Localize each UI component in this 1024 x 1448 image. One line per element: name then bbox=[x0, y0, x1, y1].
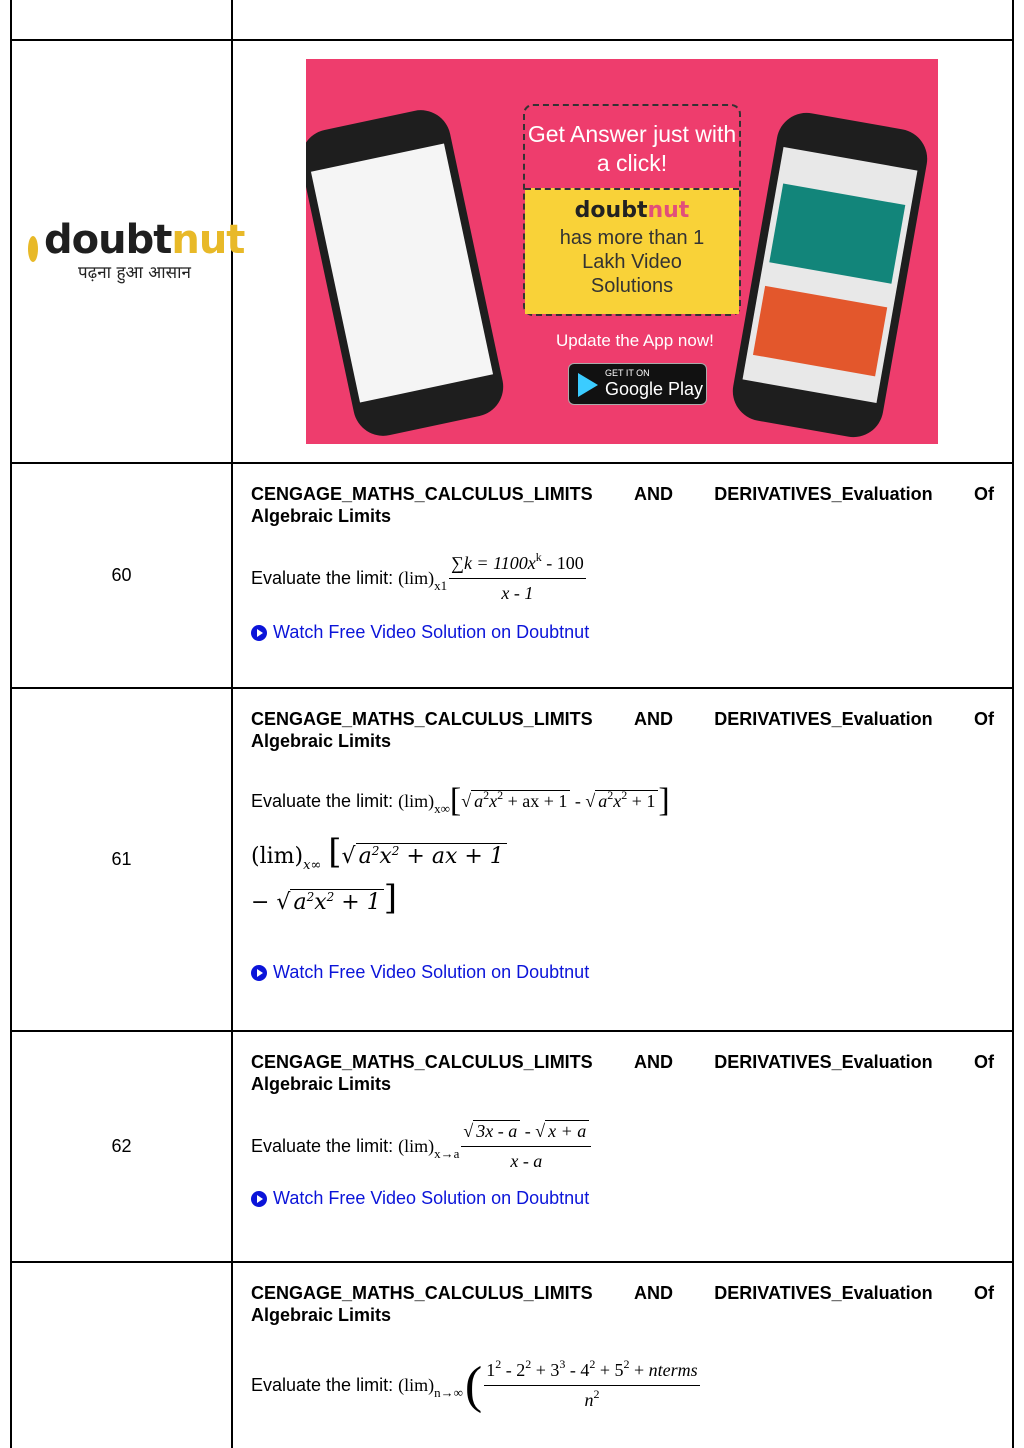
promo-pitch: has more than 1 Lakh Video Solutions bbox=[559, 227, 705, 297]
question-title: CENGAGE_MATHS_CALCULUS_LIMITS AND DERIVATIVES_Evaluation Of Algebraic Limits bbox=[251, 1052, 994, 1094]
question-number: 62 bbox=[111, 1136, 132, 1156]
row-divider bbox=[10, 1030, 1014, 1032]
question-cell bbox=[251, 1282, 994, 1414]
watch-video-link[interactable]: Watch Free Video Solution on Doubtnut bbox=[251, 622, 994, 643]
play-icon bbox=[251, 1191, 267, 1207]
logo-tagline: पढ़ना हुआ आसान bbox=[78, 263, 191, 283]
row-divider bbox=[10, 462, 1014, 464]
row-divider bbox=[10, 1261, 1014, 1263]
doubtnut-logo: doubt nut पढ़ना हुआ आसान bbox=[28, 218, 218, 283]
play-icon bbox=[251, 965, 267, 981]
question-cell bbox=[251, 1051, 994, 1209]
promo-headline: Get Answer just with a click! bbox=[527, 121, 737, 176]
question-formula-display-line2: − √ $a^2x^2 + 1$] bbox=[251, 878, 397, 918]
phone-right-image bbox=[728, 108, 932, 442]
question-cell bbox=[251, 483, 994, 643]
question-text: Evaluate the limit: $(\lim)_{n\to\infty}$ ( $1^2 - 2^2 + 3^3 - 4^2 + 5^2$ + nterms $n^2$ bbox=[251, 1356, 698, 1414]
google-play-button[interactable]: GET IT ON Google Play bbox=[568, 363, 707, 405]
row-divider bbox=[10, 687, 1014, 689]
row-divider bbox=[10, 39, 1014, 41]
question-title: CENGAGE_MATHS_CALCULUS_LIMITS AND DERIVATIVES_Evaluation Of Algebraic Limits bbox=[251, 709, 994, 751]
question-title: CENGAGE_MATHS_CALCULUS_LIMITS AND DERIVATIVES_Evaluation Of Algebraic Limits bbox=[251, 1283, 994, 1325]
play-icon bbox=[251, 625, 267, 641]
update-app-text: Update the App now! bbox=[556, 331, 714, 350]
question-formula-display: $(\lim)_{x\infty}$ [√ $a^2x^2$ + ax + 1 bbox=[251, 832, 994, 872]
question-number: 60 bbox=[111, 565, 132, 585]
phone-left-image bbox=[306, 105, 509, 442]
question-text: Evaluate the limit: $(\lim)_{x\to a}$ $\frac{√ 3x - a - √ x + a}{x - a}$ bbox=[251, 1121, 994, 1172]
question-title: CENGAGE_MATHS_CALCULUS_LIMITS AND DERIVATIVES_Evaluation Of Algebraic Limits bbox=[251, 484, 994, 526]
watch-video-link[interactable]: Watch Free Video Solution on Doubtnut bbox=[251, 1188, 994, 1209]
question-number: 61 bbox=[111, 849, 132, 869]
doubtnut-mark-icon bbox=[28, 236, 38, 262]
question-text: Evaluate the limit: $(\lim)_{x\infty}$ [ √ $a^2x^2$ + ax + 1 - √ $a^2x^2 + 1$ ] bbox=[251, 782, 670, 819]
watch-video-link[interactable]: Watch Free Video Solution on Doubtnut bbox=[251, 962, 994, 983]
app-promo-banner[interactable] bbox=[306, 59, 938, 444]
question-cell bbox=[251, 708, 994, 983]
promo-brand: doubtnut bbox=[574, 198, 690, 223]
google-play-icon bbox=[578, 373, 598, 397]
question-text: Evaluate the limit: $(\lim)_{x1}$ $\frac{\sum k = 1100x^k - 100}{x - 1}$ bbox=[251, 550, 584, 603]
promo-callout bbox=[523, 104, 741, 316]
